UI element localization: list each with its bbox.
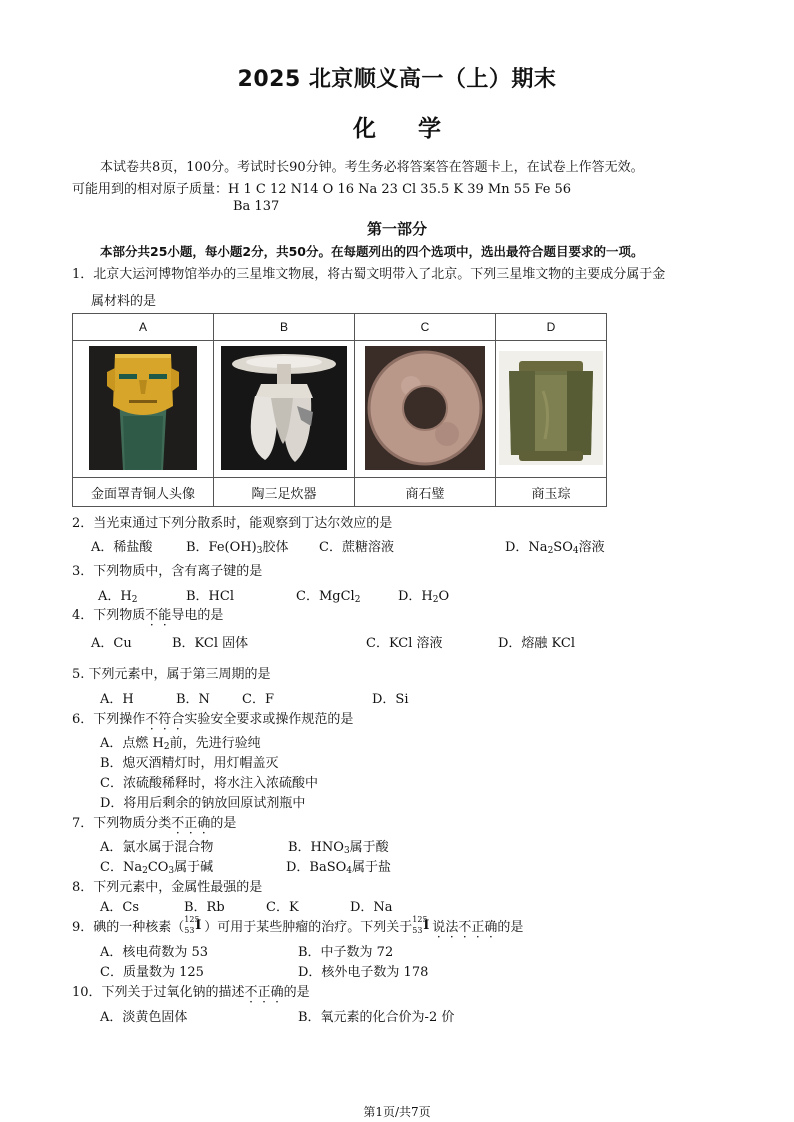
nuclide-symbol: 125 53 I [184, 915, 202, 935]
q1-header-d: D [496, 314, 607, 341]
q1-header-c: C [355, 314, 496, 341]
q3-option-d: D．$H_2O$ [398, 589, 450, 605]
q9-option-b: B．中子数为 72 [298, 945, 394, 960]
q5-option-a: A．H [100, 692, 134, 707]
jade-cong-image [499, 351, 603, 465]
q5-stem: 5. 下列元素中，属于第三周期的是 [72, 667, 271, 682]
q6-option-d: D．将用后剩余的钠放回原试剂瓶中 [100, 796, 306, 811]
q2-option-b: B．$Fe(OH)_3$胶体 [186, 540, 289, 556]
q4-option-b: B．KCl 固体 [172, 636, 249, 651]
q1-header-b: B [214, 314, 355, 341]
q3-option-c: C．MgCl$_2$ [296, 589, 361, 605]
section-title: 第一部分 [366, 220, 427, 238]
q10-option-b: B．氧元素的化合价为-2 价 [298, 1010, 455, 1025]
q10-option-a: A．淡黄色固体 [100, 1010, 188, 1025]
subject-title: 化学 [353, 116, 483, 142]
q1-cell-c [355, 341, 496, 478]
q7-option-d: D．BaSO$_4$属于盐 [286, 860, 392, 876]
q1-cell-a [73, 341, 214, 478]
q3-option-a: A．$H_2$ [98, 589, 138, 605]
q2-option-c: C．蔗糖溶液 [319, 540, 394, 555]
q4-option-a: A．Cu [91, 636, 132, 651]
q9-stem: 9．碘的一种核素（ 125 53 I ）可用于某些肿瘤的治疗。下列关于 125 53 I 说法不正确的是 [72, 915, 524, 935]
stone-disc-image [365, 346, 485, 470]
q9-option-a: A．核电荷数为 53 [100, 945, 209, 960]
q6-option-b: B．熄灭酒精灯时，用灯帽盖灭 [100, 756, 279, 771]
q6-stem: 6．下列操作不符合实验安全要求或操作规范的是 [72, 712, 354, 727]
q6-option-a: A．点燃 $H_2$前，先进行验纯 [100, 736, 261, 752]
intro-line-1: 本试卷共8页，100分。考试时长90分钟。考生务必将答案答在答题卡上，在试卷上作答无效。 [100, 160, 644, 175]
q1-header-a: A [73, 314, 214, 341]
q6-option-c: C．浓硫酸稀释时，将水注入浓硫酸中 [100, 776, 318, 791]
q1-caption-d: 商玉琮 [496, 478, 607, 507]
page-footer: 第1页/共7页 [363, 1105, 431, 1119]
q9-option-c: C．质量数为 125 [100, 965, 204, 980]
q2-option-a: A．稀盐酸 [91, 540, 153, 555]
section-instruction: 本部分共25小题，每小题2分，共50分。在每题列出的四个选项中，选出最符合题目要求的一项。 [100, 244, 644, 259]
q8-option-d: D．Na [350, 900, 393, 915]
q3-option-b: B．HCl [186, 589, 234, 604]
q4-stem: 4．下列物质不能导电的是 [72, 608, 224, 623]
q7-option-c: C．$Na_2CO_3$属于碱 [100, 860, 214, 876]
q7-option-a: A．氯水属于混合物 [100, 840, 214, 855]
page-title: 2025 北京顺义高一（上）期末 [237, 67, 557, 92]
q4-option-c: C．KCl 溶液 [366, 636, 443, 651]
q2-stem: 2．当光束通过下列分散系时，能观察到丁达尔效应的是 [72, 516, 393, 531]
q8-option-c: C．K [266, 900, 299, 915]
q1-cell-d [496, 341, 607, 478]
q2-option-d: D．$Na_2SO_4$溶液 [505, 540, 605, 556]
q5-option-d: D．Si [372, 692, 409, 707]
q8-option-a: A．Cs [100, 900, 140, 915]
q1-stem-a: 1．北京大运河博物馆举办的三星堆文物展，将古蜀文明带入了北京。下列三星堆文物的主要成分属于金 [72, 267, 666, 282]
q9-option-d: D．核外电子数为 178 [298, 965, 429, 980]
q8-stem: 8．下列元素中，金属性最强的是 [72, 880, 263, 895]
intro-line-3: Ba 137 [233, 199, 280, 214]
q4-option-d: D．熔融 KCl [498, 636, 576, 651]
pottery-tripod-image [221, 346, 347, 470]
bronze-mask-image [89, 346, 197, 470]
q1-image-table [72, 313, 607, 507]
q1-stem-b: 属材料的是 [91, 294, 157, 309]
q1-caption-b: 陶三足炊器 [214, 478, 355, 507]
nuclide-symbol: 125 53 I [412, 915, 430, 935]
q1-caption-c: 商石璧 [355, 478, 496, 507]
q5-option-b: B．N [176, 692, 210, 707]
q3-stem: 3．下列物质中，含有离子键的是 [72, 564, 263, 579]
q1-cell-b [214, 341, 355, 478]
q7-option-b: B．$HNO_3$属于酸 [288, 840, 389, 856]
q1-caption-a: 金面罩青铜人头像 [73, 478, 214, 507]
q8-option-b: B．Rb [184, 900, 225, 915]
q5-option-c: C．F [242, 692, 274, 707]
q7-stem: 7．下列物质分类不正确的是 [72, 816, 237, 831]
q10-stem: 10．下列关于过氧化钠的描述不正确的是 [72, 985, 310, 1000]
intro-line-2: 可能用到的相对原子质量：H 1 C 12 N14 O 16 Na 23 Cl 35.5 K 39 Mn 55 Fe 56 [72, 182, 572, 197]
